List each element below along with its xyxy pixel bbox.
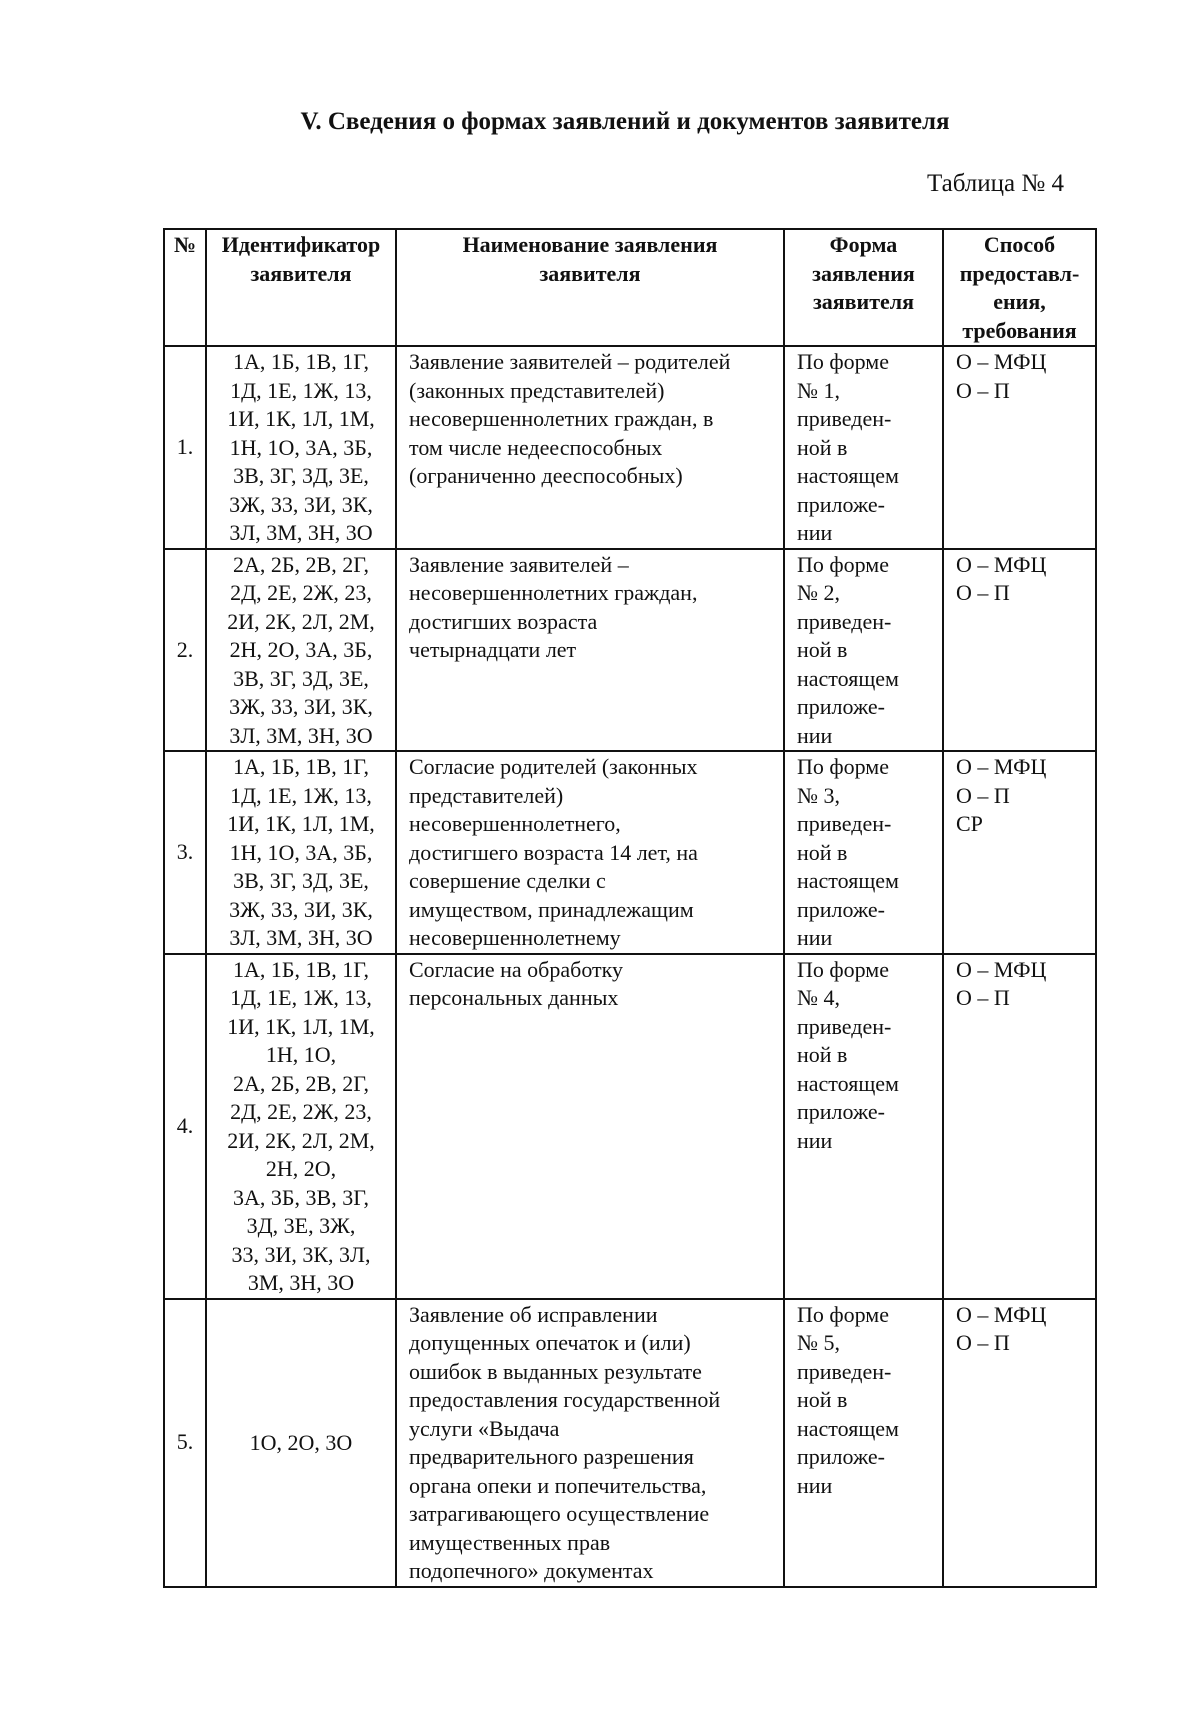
table-header-row bbox=[164, 229, 1096, 346]
table-row bbox=[164, 1299, 1096, 1587]
application-name: Согласие на обработку персональных данных bbox=[396, 954, 784, 1299]
submission-method: О – МФЦ О – П bbox=[943, 954, 1096, 1299]
table-row bbox=[164, 954, 1096, 1299]
header-applicant-id: Идентификатор заявителя bbox=[206, 229, 396, 346]
submission-method: О – МФЦ О – П bbox=[943, 1299, 1096, 1587]
applicant-ids: 1А, 1Б, 1В, 1Г, 1Д, 1Е, 1Ж, 13, 1И, 1К, 1Л, 1М, 1Н, 1О, 3А, 3Б, 3В, 3Г, 3Д, 3Е, 3Ж, 33, 3И, 3К, 3Л, 3М, 3Н, 3О bbox=[206, 751, 396, 954]
table-row bbox=[164, 751, 1096, 954]
application-form: По форме № 3, приведен- ной в настоящем приложе- нии bbox=[784, 751, 943, 954]
header-application-form: Форма заявления заявителя bbox=[784, 229, 943, 346]
header-number: № bbox=[164, 229, 206, 346]
row-number: 2. bbox=[164, 549, 206, 752]
application-form: По форме № 1, приведен- ной в настоящем приложе- нии bbox=[784, 346, 943, 549]
submission-method: О – МФЦ О – П СР bbox=[943, 751, 1096, 954]
application-name: Заявление об исправлении допущенных опечаток и (или) ошибок в выданных результате предоставления государственной услуги «Выдача предварительного разрешения органа опеки и попечительства, затрагивающего осуществление имущественных прав подопечного» документах bbox=[396, 1299, 784, 1587]
applicant-ids: 1А, 1Б, 1В, 1Г, 1Д, 1Е, 1Ж, 13, 1И, 1К, 1Л, 1М, 1Н, 1О, 2А, 2Б, 2В, 2Г, 2Д, 2Е, 2Ж, 23, 2И, 2К, 2Л, 2М, 2Н, 2О, 3А, 3Б, 3В, 3Г, 3Д, 3Е, 3Ж, 33, 3И, 3К, 3Л, 3М, 3Н, 3О bbox=[206, 954, 396, 1299]
application-name: Заявление заявителей – родителей (законных представителей) несовершеннолетних граждан, в том числе недееспособных (ограниченно дееспособных) bbox=[396, 346, 784, 549]
table-row bbox=[164, 549, 1096, 752]
page-title: V. Сведения о формах заявлений и документов заявителя bbox=[300, 108, 950, 135]
forms-table bbox=[163, 228, 1097, 1588]
application-name: Заявление заявителей – несовершеннолетних граждан, достигших возраста четырнадцати лет bbox=[396, 549, 784, 752]
row-number: 5. bbox=[164, 1299, 206, 1587]
header-application-name: Наименование заявления заявителя bbox=[396, 229, 784, 346]
application-form: По форме № 5, приведен- ной в настоящем приложе- нии bbox=[784, 1299, 943, 1587]
header-submission-method: Способ предоставл- ения, требования bbox=[943, 229, 1096, 346]
applicant-ids: 2А, 2Б, 2В, 2Г, 2Д, 2Е, 2Ж, 23, 2И, 2К, 2Л, 2М, 2Н, 2О, 3А, 3Б, 3В, 3Г, 3Д, 3Е, 3Ж, 33, 3И, 3К, 3Л, 3М, 3Н, 3О bbox=[206, 549, 396, 752]
application-form: По форме № 2, приведен- ной в настоящем приложе- нии bbox=[784, 549, 943, 752]
row-number: 3. bbox=[164, 751, 206, 954]
application-form: По форме № 4, приведен- ной в настоящем приложе- нии bbox=[784, 954, 943, 1299]
submission-method: О – МФЦ О – П bbox=[943, 549, 1096, 752]
table-caption: Таблица № 4 bbox=[926, 170, 1064, 197]
applicant-ids: 1О, 2О, 3О bbox=[206, 1299, 396, 1587]
applicant-ids: 1А, 1Б, 1В, 1Г, 1Д, 1Е, 1Ж, 13, 1И, 1К, 1Л, 1М, 1Н, 1О, 3А, 3Б, 3В, 3Г, 3Д, 3Е, 3Ж, 33, 3И, 3К, 3Л, 3М, 3Н, 3О bbox=[206, 346, 396, 549]
submission-method: О – МФЦ О – П bbox=[943, 346, 1096, 549]
application-name: Согласие родителей (законных представителей) несовершеннолетнего, достигшего возраста 14 лет, на совершение сделки с имуществом, принадлежащим несовершеннолетнему bbox=[396, 751, 784, 954]
row-number: 1. bbox=[164, 346, 206, 549]
table-row bbox=[164, 346, 1096, 549]
row-number: 4. bbox=[164, 954, 206, 1299]
